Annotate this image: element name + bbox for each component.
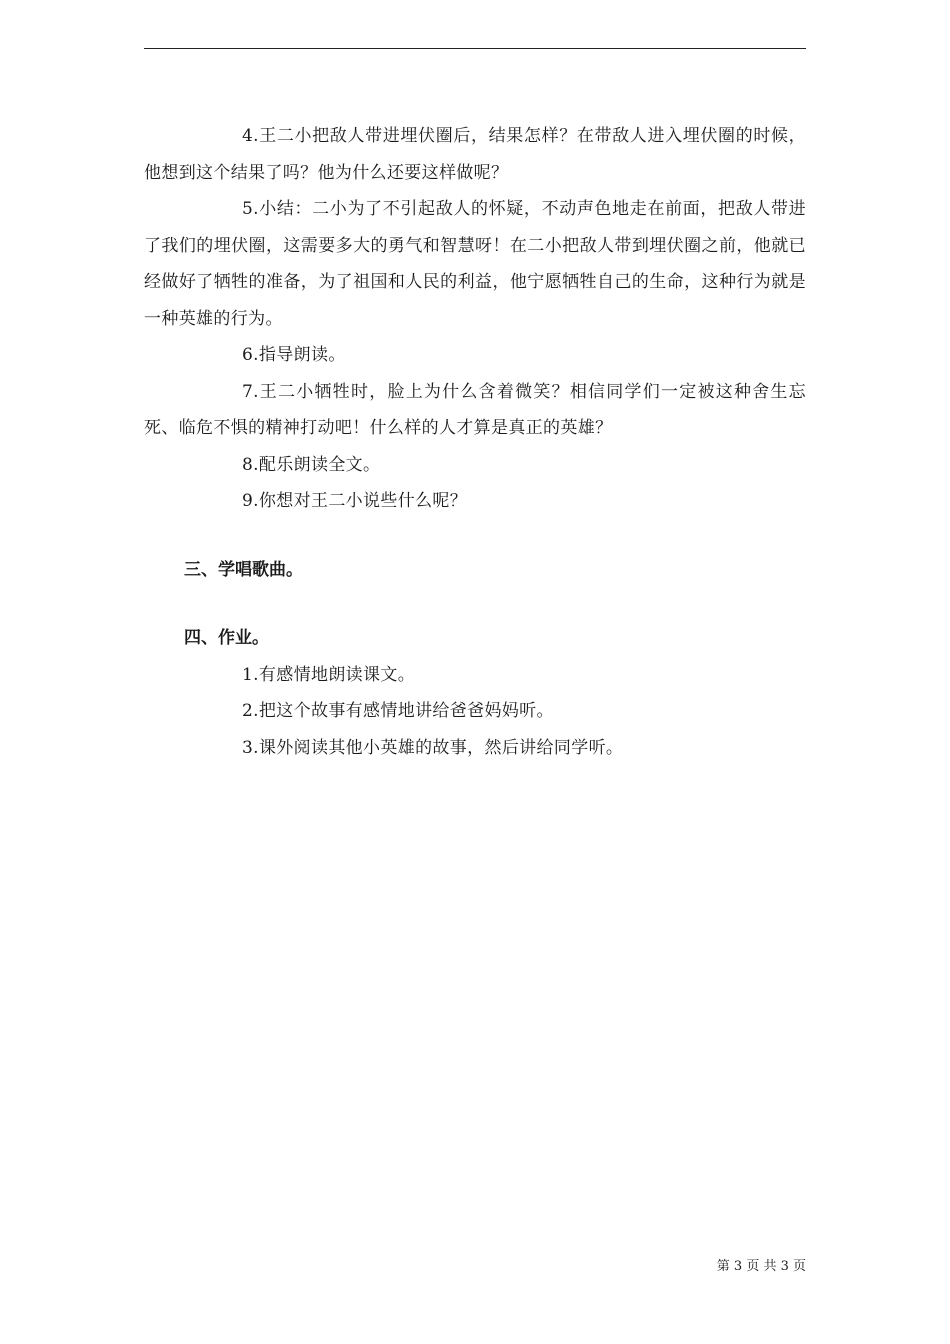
section-spacer [144, 588, 806, 620]
page-number-footer: 第 3 页 共 3 页 [716, 1259, 806, 1274]
homework-item-1: 1.有感情地朗读课文。 [242, 664, 416, 685]
list-item-8: 8.配乐朗读全文。 [242, 454, 381, 475]
list-item-5-summary: 5.小结：二小为了不引起敌人的怀疑，不动声色地走在前面，把敌人带进了我们的埋伏圈，这需要多大的勇气和智慧呀！在二小把敌人带到埋伏圈之前，他就已经做好了牺牲的准备，为了祖国和人民的利益，他宁愿牺牲自己的生命，这种行为就是一种英雄的行为。 [144, 199, 806, 329]
list-item-7: 7.王二小牺牲时，脸上为什么含着微笑？相信同学们一定被这种舍生忘死、临危不惧的精神打动吧！什么样的人才算是真正的英雄？ [144, 381, 806, 438]
section-heading-4: 四、作业。 [184, 628, 269, 648]
section-spacer [144, 520, 806, 552]
homework-item-3: 3.课外阅读其他小英雄的故事，然后讲给同学听。 [242, 737, 624, 758]
list-item-6: 6.指导朗读。 [242, 345, 346, 365]
section-heading-3: 三、学唱歌曲。 [184, 559, 303, 580]
list-item-9: 9.你想对王二小说些什么呢？ [242, 491, 468, 511]
header-rule [144, 48, 806, 49]
document-body [144, 118, 806, 766]
homework-item-2: 2.把这个故事有感情地讲给爸爸妈妈听。 [242, 701, 554, 721]
list-item-4: 4.王二小把敌人带进埋伏圈后，结果怎样？在带敌人进入埋伏圈的时候，他想到这个结果了吗？他为什么还要这样做呢？ [144, 126, 806, 183]
